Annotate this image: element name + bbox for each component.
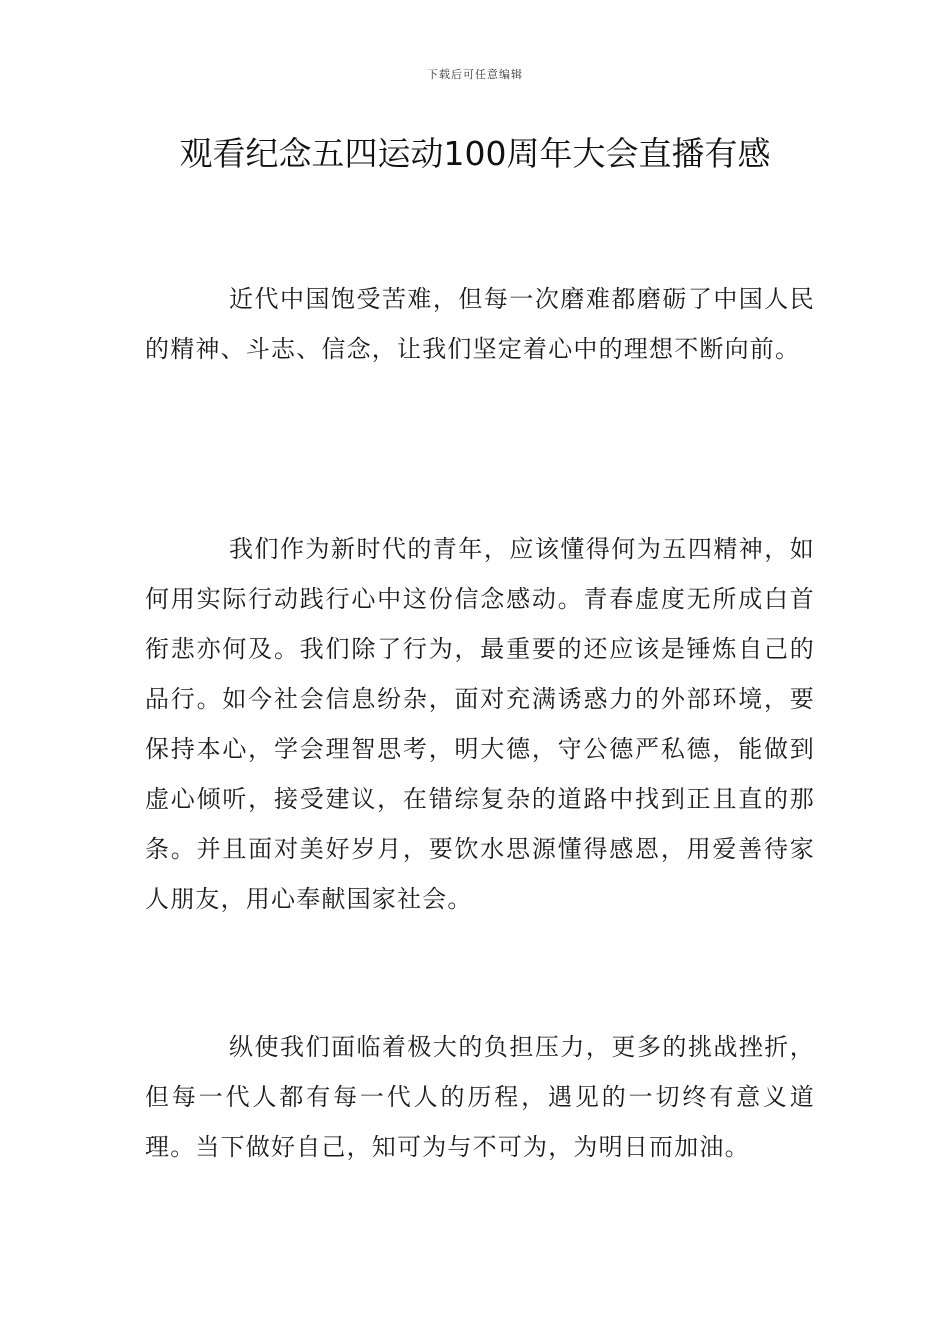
document-title: 观看纪念五四运动100周年大会直播有感 [179, 134, 771, 173]
paragraph-3: 纵使我们面临着极大的负担压力，更多的挑战挫折，但每一代人都有每一代人的历程，遇见的一切终有意义道理。当下做好自己，知可为与不可为，为明日而加油。 [145, 1033, 815, 1161]
paragraph-1: 近代中国饱受苦难，但每一次磨难都磨砺了中国人民的精神、斗志、信念，让我们坚定着心中的理想不断向前。 [145, 285, 815, 363]
header-note: 下载后可任意编辑 [427, 68, 523, 81]
paragraph-2: 我们作为新时代的青年，应该懂得何为五四精神，如何用实际行动践行心中这份信念感动。青春虚度无所成白首衔悲亦何及。我们除了行为，最重要的还应该是锤炼自己的品行。如今社会信息纷杂，面对充满诱惑力的外部环境，要保持本心，学会理智思考，明大德，守公德严私德，能做到虚心倾听，接受建议，在错综复杂的道路中找到正且直的那条。并且面对美好岁月，要饮水思源懂得感恩，用爱善待家人朋友，用心奉献国家社会。 [145, 535, 815, 913]
